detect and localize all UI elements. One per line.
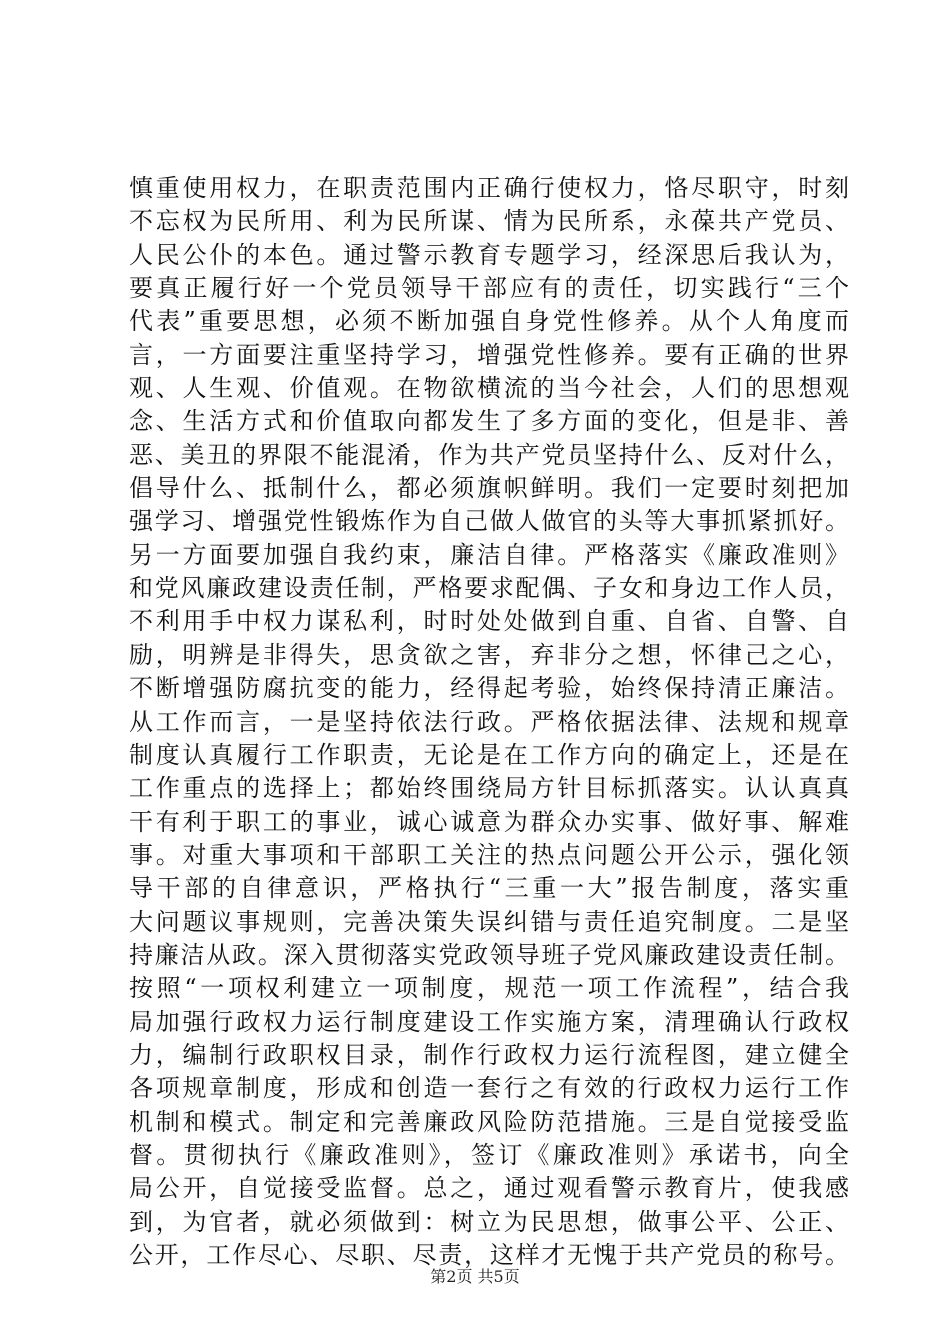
- text-line: 另一方面要加强自我约束，廉洁自律。严格落实《廉政准则》: [129, 540, 849, 569]
- text-line: 代表”重要思想，必须不断加强自身党性修养。从个人角度而: [129, 307, 849, 336]
- text-line: 和党风廉政建设责任制，严格要求配偶、子女和身边工作人员，: [129, 574, 849, 603]
- text-line: 倡导什么、抵制什么，都必须旗帜鲜明。我们一定要时刻把加: [129, 474, 849, 503]
- text-line: 慎重使用权力，在职责范围内正确行使权力，恪尽职守，时刻: [129, 174, 849, 202]
- text-line: 干有利于职工的事业，诚心诚意为群众办实事、做好事、解难: [129, 807, 849, 836]
- text-line: 念、生活方式和价值取向都发生了多方面的变化，但是非、善: [129, 407, 849, 436]
- text-line: 不忘权为民所用、利为民所谋、情为民所系，永葆共产党员、: [129, 207, 849, 236]
- body-text: [129, 172, 849, 1272]
- text-line: 励，明辨是非得失，思贪欲之害，弃非分之想，怀律己之心，: [129, 640, 849, 669]
- page-number: 第2页 共5页: [430, 1267, 520, 1286]
- text-line: 不利用手中权力谋私利，时时处处做到自重、自省、自警、自: [129, 607, 849, 636]
- text-line: 机制和模式。制定和完善廉政风险防范措施。三是自觉接受监: [129, 1107, 849, 1136]
- text-line: 力，编制行政职权目录，制作行政权力运行流程图，建立健全: [129, 1040, 849, 1069]
- text-line: 从工作而言，一是坚持依法行政。严格依据法律、法规和规章: [129, 707, 849, 736]
- text-line: 人民公仆的本色。通过警示教育专题学习，经深思后我认为，: [129, 240, 849, 269]
- text-line: 持廉洁从政。深入贯彻落实党政领导班子党风廉政建设责任制。: [129, 940, 849, 969]
- text-line: 言，一方面要注重坚持学习，增强党性修养。要有正确的世界: [129, 340, 849, 369]
- text-line: 观、人生观、价值观。在物欲横流的当今社会，人们的思想观: [129, 374, 849, 403]
- text-line: 导干部的自律意识，严格执行“三重一大”报告制度，落实重: [129, 874, 849, 903]
- text-line: 局公开，自觉接受监督。总之，通过观看警示教育片，使我感: [129, 1174, 849, 1203]
- text-line: 按照“一项权利建立一项制度，规范一项工作流程”，结合我: [129, 974, 849, 1003]
- text-line: 局加强行政权力运行制度建设工作实施方案，清理确认行政权: [129, 1007, 849, 1036]
- text-line: 工作重点的选择上；都始终围绕局方针目标抓落实。认认真真: [129, 774, 849, 803]
- text-line: 制度认真履行工作职责，无论是在工作方向的确定上，还是在: [129, 740, 849, 769]
- text-line: 各项规章制度，形成和创造一套行之有效的行政权力运行工作: [129, 1074, 849, 1103]
- text-line: 事。对重大事项和干部职工关注的热点问题公开公示，强化领: [129, 840, 849, 869]
- text-line: 恶、美丑的界限不能混淆，作为共产党员坚持什么、反对什么，: [129, 440, 849, 469]
- text-line: 不断增强防腐抗变的能力，经得起考验，始终保持清正廉洁。: [129, 674, 849, 703]
- text-line: 督。贯彻执行《廉政准则》，签订《廉政准则》承诺书，向全: [129, 1140, 849, 1169]
- text-line: 要真正履行好一个党员领导干部应有的责任，切实践行“三个: [129, 274, 849, 303]
- text-line: 到，为官者，就必须做到：树立为民思想，做事公平、公正、: [129, 1207, 849, 1236]
- text-line: 大问题议事规则，完善决策失误纠错与责任追究制度。二是坚: [129, 907, 849, 936]
- text-line: 公开，工作尽心、尽职、尽责，这样才无愧于共产党员的称号。: [129, 1241, 849, 1269]
- text-line: 强学习、增强党性锻炼作为自己做人做官的头等大事抓紧抓好。: [129, 507, 849, 536]
